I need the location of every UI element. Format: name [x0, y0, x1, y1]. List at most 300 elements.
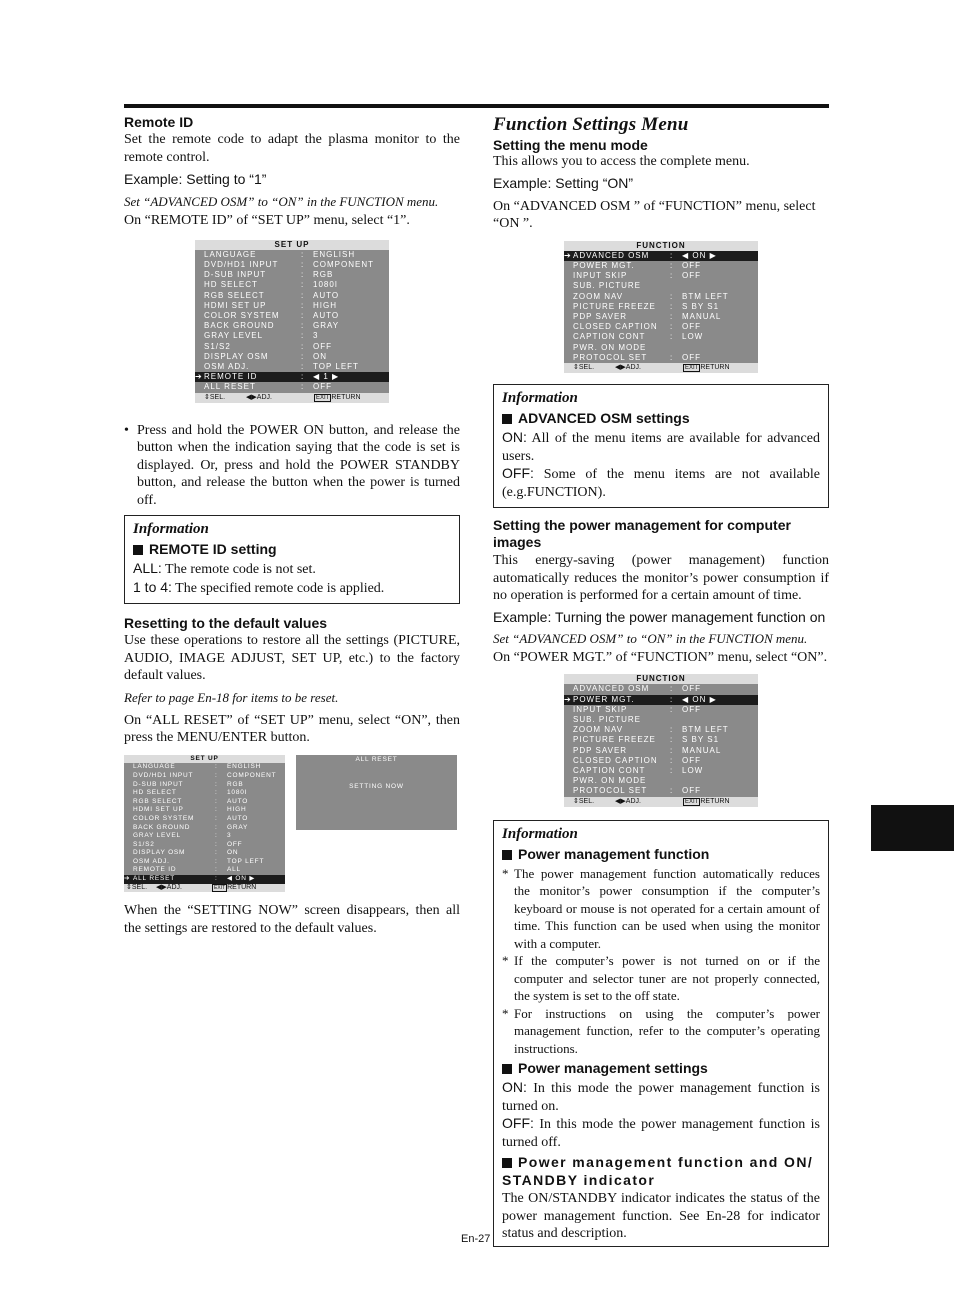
menu-row-value: LOW	[682, 765, 704, 775]
menu-row-label: BACK GROUND	[133, 823, 191, 831]
menu-mode-example: Example: Setting “ON”	[493, 174, 634, 191]
menu-row-sep: :	[670, 260, 674, 270]
menu-row-value: 1080I	[313, 280, 339, 290]
right-column	[493, 114, 829, 1247]
info-subheading: Power management settings	[502, 1060, 820, 1077]
menu-row-sep: :	[301, 351, 305, 361]
menu-row-sep: :	[301, 290, 305, 300]
menu-row-label: INPUT SKIP	[573, 704, 628, 714]
adjust-hint-label: ADJ.	[625, 363, 641, 371]
power-para: This energy-saving (power management) function automatically reduces the monitor’s power consumption if no operation is performed for a certain amount of time.	[493, 553, 829, 604]
menu-row-sep: :	[670, 332, 674, 342]
menu-row-label: ALL RESET	[204, 382, 256, 392]
exit-key-icon: EXIT	[316, 394, 330, 401]
return-hint	[683, 797, 730, 807]
menu-row-value: AUTO	[313, 310, 340, 320]
menu-row-label: D-SUB INPUT	[204, 270, 267, 280]
selection-arrow-icon: ➔	[564, 250, 572, 260]
menu-row-value: MANUAL	[682, 311, 722, 321]
menu-row	[195, 321, 389, 331]
menu-row-sep: :	[670, 250, 674, 260]
menu-row-sep: :	[215, 806, 218, 814]
menu-row-value: S BY S1	[682, 735, 720, 745]
reset-italic: Refer to page En-18 for items to be reset.	[124, 689, 339, 705]
menu-row-sep	[670, 715, 682, 725]
menu-row	[195, 382, 389, 392]
menu-row-value: ON	[313, 351, 327, 361]
menu-row-label: PDP SAVER	[573, 311, 628, 321]
menu-row	[564, 281, 758, 291]
menu-row	[564, 684, 758, 694]
menu-row-label: DVD/HD1 INPUT	[133, 771, 194, 779]
menu-row-sep: :	[670, 352, 674, 362]
menu-row	[564, 292, 758, 302]
menu-row-label: HDMI SET UP	[204, 300, 267, 310]
menu-row-label: DISPLAY OSM	[133, 849, 186, 857]
info-subheading: ADVANCED OSM settings	[502, 410, 820, 427]
menu-row-label: RGB SELECT	[204, 290, 265, 300]
left-right-arrows-icon: ◀▶	[246, 393, 257, 401]
power-instruction: On “POWER MGT.” of “FUNCTION” menu, select “ON”.	[493, 649, 828, 665]
menu-row	[195, 342, 389, 352]
menu-row	[564, 343, 758, 353]
menu-row-value: COMPONENT	[227, 771, 277, 779]
menu-row	[564, 353, 758, 363]
menu-row-label: CAPTION CONT	[573, 765, 646, 775]
menu-row	[124, 875, 285, 884]
return-hint	[683, 363, 730, 373]
menu-row-sep: :	[670, 291, 674, 301]
menu-row-value: OFF	[682, 704, 701, 714]
menu-row-label: REMOTE ID	[204, 372, 258, 382]
square-bullet-icon	[502, 1064, 512, 1074]
return-hint	[212, 884, 256, 893]
menu-row-label: PWR. ON MODE	[573, 776, 647, 786]
remote-id-bullet: • Press and hold the POWER ON button, and release the button when the indication saying that the code is set is displayed. Or, press and hold the POWER STANDBY button, and release the button when the power is turned off.	[124, 422, 460, 508]
menu-row-value: BTM LEFT	[682, 725, 729, 735]
menu-row-sep: :	[215, 866, 218, 874]
menu-row-value: 3	[313, 331, 319, 341]
remote-id-para: Set the remote code to adapt the plasma monitor to the remote control.	[124, 132, 460, 165]
menu-row	[564, 271, 758, 281]
menu-row-value: ◀ ON ▶	[227, 875, 256, 883]
menu-row-value: OFF	[682, 322, 701, 332]
menu-row	[564, 695, 758, 705]
menu-row-label: ZOOM NAV	[573, 725, 624, 735]
up-down-arrows-icon: ⇕	[573, 797, 579, 805]
menu-row	[124, 849, 285, 858]
menu-row	[195, 331, 389, 341]
menu-row-value: RGB	[313, 270, 334, 280]
remote-id-italic: Set “ADVANCED OSM” to “ON” in the FUNCTION menu.	[124, 194, 439, 209]
menu-row-label: OSM ADJ.	[133, 857, 170, 865]
menu-row	[124, 781, 285, 790]
menu-row	[195, 291, 389, 301]
menu-row	[564, 705, 758, 715]
square-bullet-icon	[502, 1158, 512, 1168]
menu-row-label: ZOOM NAV	[573, 291, 624, 301]
menu-row-value: ◀ ON ▶	[682, 250, 717, 260]
square-bullet-icon	[133, 545, 143, 555]
menu-row-label: HD SELECT	[133, 789, 177, 797]
adjust-hint	[615, 363, 683, 373]
adjust-hint-label: ADJ.	[166, 883, 182, 891]
menu-row-sep: :	[670, 745, 674, 755]
menu-row-value: OFF	[682, 271, 701, 281]
menu-row-sep: :	[301, 361, 305, 371]
info-item: ON: In this mode the power management function is turned on.	[502, 1079, 820, 1114]
menu-row-label: DVD/HD1 INPUT	[204, 259, 279, 269]
menu-row-sep: :	[215, 857, 218, 865]
info-note: * For instructions on using the computer’s power management function, refer to the computer’s operating instructions.	[502, 1005, 820, 1056]
menu-row	[124, 832, 285, 841]
menu-row	[195, 352, 389, 362]
adjust-hint	[246, 393, 314, 403]
menu-row-value: GRAY	[313, 321, 340, 331]
menu-row-sep: :	[670, 725, 674, 735]
menu-mode-instruction: On “ADVANCED OSM ” of “FUNCTION” menu, select “ON ”.	[493, 198, 816, 231]
menu-row-sep: :	[215, 797, 218, 805]
menu-row-value: OFF	[227, 840, 243, 848]
menu-footer	[124, 884, 285, 893]
menu-footer	[564, 363, 758, 373]
menu-row-sep: :	[670, 301, 674, 311]
adjust-hint-label: ADJ.	[256, 393, 272, 401]
remote-id-instruction: On “REMOTE ID” of “SET UP” menu, select “1”.	[124, 213, 410, 228]
menu-row-sep: :	[215, 814, 218, 822]
menu-row-sep: :	[670, 735, 674, 745]
menu-row-sep: :	[301, 280, 305, 290]
function-menu-power-mgt	[564, 674, 758, 807]
menu-row-value: TOP LEFT	[313, 361, 359, 371]
up-down-arrows-icon: ⇕	[573, 363, 579, 371]
menu-row-label: PICTURE FREEZE	[573, 735, 656, 745]
select-hint	[126, 884, 156, 893]
info-item: OFF: Some of the menu items are not available (e.g.FUNCTION).	[502, 465, 820, 500]
menu-row-value: MANUAL	[682, 745, 722, 755]
menu-row-label: CAPTION CONT	[573, 332, 646, 342]
menu-row-sep: :	[670, 755, 674, 765]
menu-row-value: ENGLISH	[227, 763, 262, 771]
adjust-hint-label: ADJ.	[625, 797, 641, 805]
menu-row-value: HIGH	[227, 806, 247, 814]
menu-row	[564, 725, 758, 735]
menu-row-value: ◀ ON ▶	[682, 694, 717, 704]
menu-row-value: AUTO	[227, 797, 249, 805]
info-item: ALL: The remote code is not set.	[133, 560, 316, 578]
info-item: 1 to 4: The specified remote code is applied.	[133, 578, 385, 596]
menu-row-value: AUTO	[227, 814, 249, 822]
menu-row-sep: :	[301, 372, 305, 382]
info-title: Information	[133, 521, 209, 538]
menu-row-value: OFF	[313, 382, 332, 392]
menu-row-value: GRAY	[227, 823, 249, 831]
return-hint-label: RETURN	[700, 363, 730, 371]
menu-row-sep: :	[301, 382, 305, 392]
power-example: Example: Turning the power management function on	[493, 608, 826, 625]
menu-row-sep: :	[215, 875, 218, 883]
menu-row-label: PROTOCOL SET	[573, 352, 648, 362]
menu-row	[124, 789, 285, 798]
menu-row-label: ADVANCED OSM	[573, 250, 650, 260]
menu-row-sep: :	[670, 311, 674, 321]
menu-row	[564, 786, 758, 796]
menu-row-sep: :	[670, 271, 674, 281]
info-subheading: Power management function	[502, 846, 820, 863]
menu-row	[564, 766, 758, 776]
menu-row-value: HIGH	[313, 300, 337, 310]
menu-row-sep: :	[215, 840, 218, 848]
menu-row-sep	[670, 281, 682, 291]
menu-row-label: ADVANCED OSM	[573, 684, 650, 694]
menu-row	[564, 312, 758, 322]
menu-row	[124, 866, 285, 875]
menu-row-label: REMOTE ID	[133, 866, 177, 874]
return-hint	[314, 393, 361, 403]
select-hint-label: SEL.	[209, 393, 226, 401]
advanced-osm-info-box	[493, 384, 829, 508]
info-note: * If the computer’s power is not turned on or if the computer and selector tuner are not properly connected, the system is set to the off state.	[502, 953, 820, 1004]
menu-row	[564, 332, 758, 342]
menu-row-label: SUB. PICTURE	[573, 714, 642, 724]
menu-mode-para: This allows you to access the complete menu.	[493, 154, 750, 169]
menu-row	[124, 841, 285, 850]
menu-row-label: RGB SELECT	[133, 797, 183, 805]
menu-row	[195, 311, 389, 321]
menu-row-sep: :	[215, 780, 218, 788]
selection-arrow-icon: ➔	[564, 694, 572, 704]
menu-row-sep	[670, 343, 682, 353]
select-hint-label: SEL.	[131, 883, 148, 891]
menu-row-value: COMPONENT	[313, 259, 374, 269]
reset-figures	[124, 755, 460, 893]
select-hint	[204, 393, 246, 403]
setup-menu-remote-id	[195, 240, 389, 403]
info-title: Information	[502, 390, 578, 407]
menu-row-sep: :	[301, 341, 305, 351]
menu-row-value: ◀ 1 ▶	[313, 372, 340, 382]
return-hint-label: RETURN	[700, 797, 730, 805]
menu-row-sep: :	[301, 249, 305, 259]
info-note: * The power management function automatically reduces the monitor’s power consumption if the computer’s keyboard or mouse is not operated for a certain amount of time. This function can be used when using the monitor with a computer.	[502, 865, 820, 951]
menu-row-label: DISPLAY OSM	[204, 351, 269, 361]
menu-row-label: OSM ADJ.	[204, 361, 250, 371]
selection-arrow-icon: ➔	[124, 875, 131, 883]
menu-row	[124, 772, 285, 781]
menu-row-label: GRAY LEVEL	[133, 832, 181, 840]
menu-row	[564, 746, 758, 756]
menu-row-label: S1/S2	[133, 840, 155, 848]
info-subheading: Power management function and ON/ STANDBY indicator	[502, 1154, 814, 1189]
menu-row-label: PICTURE FREEZE	[573, 301, 656, 311]
menu-row-label: S1/S2	[204, 341, 231, 351]
menu-title: FUNCTION	[564, 241, 758, 251]
exit-key-icon: EXIT	[685, 364, 699, 371]
top-rule	[124, 104, 829, 108]
left-right-arrows-icon: ◀▶	[156, 883, 167, 891]
menu-row	[564, 776, 758, 786]
menu-row-label: BACK GROUND	[204, 321, 275, 331]
return-hint-label: RETURN	[227, 883, 257, 891]
setup-menu-all-reset	[124, 755, 285, 893]
menu-row-sep	[670, 776, 682, 786]
all-reset-panel-title: ALL RESET	[355, 755, 398, 763]
select-hint-label: SEL.	[578, 363, 595, 371]
menu-row-label: HD SELECT	[204, 280, 258, 290]
menu-row-sep: :	[301, 270, 305, 280]
return-hint-label: RETURN	[331, 393, 361, 401]
menu-row-value: BTM LEFT	[682, 291, 729, 301]
menu-row	[564, 735, 758, 745]
info-item: OFF: In this mode the power management function is turned off.	[502, 1115, 820, 1150]
menu-row	[564, 302, 758, 312]
menu-row	[564, 756, 758, 766]
menu-footer	[564, 797, 758, 807]
menu-row-value: OFF	[682, 786, 701, 796]
menu-row	[195, 250, 389, 260]
square-bullet-icon	[502, 414, 512, 424]
up-down-arrows-icon: ⇕	[126, 883, 132, 891]
menu-row-label: D-SUB INPUT	[133, 780, 184, 788]
all-reset-panel	[296, 755, 457, 830]
menu-row-label: POWER MGT.	[573, 694, 635, 704]
select-hint	[573, 363, 615, 373]
menu-row	[564, 261, 758, 271]
select-hint	[573, 797, 615, 807]
menu-row-label: PROTOCOL SET	[573, 786, 648, 796]
menu-row	[124, 815, 285, 824]
menu-row-label: CLOSED CAPTION	[573, 322, 658, 332]
menu-row-sep: :	[670, 694, 674, 704]
menu-row-value: 1080I	[227, 789, 248, 797]
menu-row-value: OFF	[682, 260, 701, 270]
menu-row-label: SUB. PICTURE	[573, 281, 642, 291]
menu-row-label: LANGUAGE	[204, 249, 257, 259]
menu-row-label: PWR. ON MODE	[573, 342, 647, 352]
menu-row-label: LANGUAGE	[133, 763, 176, 771]
menu-title: SET UP	[195, 240, 389, 250]
reset-instruction: On “ALL RESET” of “SET UP” menu, select “ON”, then press the MENU/ENTER button.	[124, 712, 460, 746]
adjust-hint	[615, 797, 683, 807]
power-italic: Set “ADVANCED OSM” to “ON” in the FUNCTION menu.	[493, 630, 808, 646]
menu-row	[124, 798, 285, 807]
selection-arrow-icon: ➔	[195, 372, 203, 382]
menu-title: SET UP	[124, 755, 285, 764]
menu-row	[195, 270, 389, 280]
reset-heading: Resetting to the default values	[124, 615, 328, 632]
menu-row-sep: :	[215, 771, 218, 779]
menu-row-value: 3	[227, 832, 232, 840]
reset-after: When the “SETTING NOW” screen disappears, then all the settings are restored to the default values.	[124, 903, 460, 936]
menu-row-value: OFF	[682, 684, 701, 694]
left-column	[124, 114, 460, 937]
info-subheading: REMOTE ID setting	[133, 541, 451, 558]
menu-row	[564, 251, 758, 261]
menu-row-sep: :	[301, 321, 305, 331]
power-info-box	[493, 820, 829, 1247]
reset-para: Use these operations to restore all the settings (PICTURE, AUDIO, IMAGE ADJUST, SET UP, etc.) to the factory default values.	[124, 633, 460, 684]
menu-row-sep: :	[301, 259, 305, 269]
menu-title: FUNCTION	[564, 674, 758, 684]
menu-row-sep: :	[215, 832, 218, 840]
menu-row-sep: :	[215, 763, 218, 771]
menu-row-sep: :	[670, 704, 674, 714]
menu-row	[124, 806, 285, 815]
menu-row	[124, 858, 285, 867]
menu-row	[124, 763, 285, 772]
page-number: En-27	[461, 1233, 491, 1245]
menu-row-label: HDMI SET UP	[133, 806, 184, 814]
menu-row	[195, 280, 389, 290]
remote-id-heading: Remote ID	[124, 114, 194, 130]
menu-row-value: ALL	[227, 866, 241, 874]
menu-footer	[195, 393, 389, 403]
menu-row	[195, 362, 389, 372]
remote-id-example: Example: Setting to “1”	[124, 171, 267, 187]
menu-row-value: ENGLISH	[313, 249, 356, 259]
menu-row	[195, 260, 389, 270]
menu-row-sep: :	[670, 786, 674, 796]
exit-key-icon: EXIT	[214, 884, 226, 891]
info-title: Information	[502, 825, 578, 842]
menu-row-value: ON	[227, 849, 239, 857]
menu-row-sep: :	[670, 322, 674, 332]
menu-row-value: RGB	[227, 780, 244, 788]
menu-row-label: GRAY LEVEL	[204, 331, 264, 341]
menu-row-label: COLOR SYSTEM	[204, 310, 280, 320]
menu-row-label: PDP SAVER	[573, 745, 628, 755]
info-paragraph: The ON/STANDBY indicator indicates the status of the power management function. See En-28 for indicator status and description.	[502, 1191, 820, 1242]
info-item: ON: All of the menu items are available for advanced users.	[502, 429, 820, 464]
section-tab	[871, 805, 954, 851]
left-right-arrows-icon: ◀▶	[615, 363, 626, 371]
menu-row-sep: :	[215, 823, 218, 831]
function-menu-advanced-osm	[564, 241, 758, 374]
menu-row-value: LOW	[682, 332, 704, 342]
section-title: Function Settings Menu	[493, 114, 689, 135]
menu-row-value: TOP LEFT	[227, 857, 265, 865]
menu-row-sep: :	[301, 331, 305, 341]
menu-row	[564, 715, 758, 725]
exit-key-icon: EXIT	[685, 798, 699, 805]
menu-row-sep: :	[670, 684, 674, 694]
menu-row-label: CLOSED CAPTION	[573, 755, 658, 765]
menu-row-sep: :	[301, 300, 305, 310]
setting-now-message: SETTING NOW	[349, 782, 404, 790]
menu-row-label: INPUT SKIP	[573, 271, 628, 281]
menu-row	[195, 301, 389, 311]
square-bullet-icon	[502, 850, 512, 860]
menu-row	[124, 824, 285, 833]
menu-row-label: ALL RESET	[133, 875, 176, 883]
menu-row-sep: :	[670, 765, 674, 775]
select-hint-label: SEL.	[578, 797, 595, 805]
menu-row-value: OFF	[313, 341, 332, 351]
menu-row-sep: :	[301, 310, 305, 320]
left-right-arrows-icon: ◀▶	[615, 797, 626, 805]
menu-row-label: POWER MGT.	[573, 260, 635, 270]
up-down-arrows-icon: ⇕	[204, 393, 210, 401]
menu-row-value: S BY S1	[682, 301, 720, 311]
adjust-hint	[156, 884, 212, 893]
menu-row-sep: :	[215, 789, 218, 797]
menu-row-value: OFF	[682, 352, 701, 362]
remote-id-info-box	[124, 515, 460, 604]
menu-row-sep: :	[215, 849, 218, 857]
menu-mode-heading: Setting the menu mode	[493, 137, 648, 153]
power-heading: Setting the power management for computer images	[493, 517, 791, 551]
menu-row-value: OFF	[682, 755, 701, 765]
